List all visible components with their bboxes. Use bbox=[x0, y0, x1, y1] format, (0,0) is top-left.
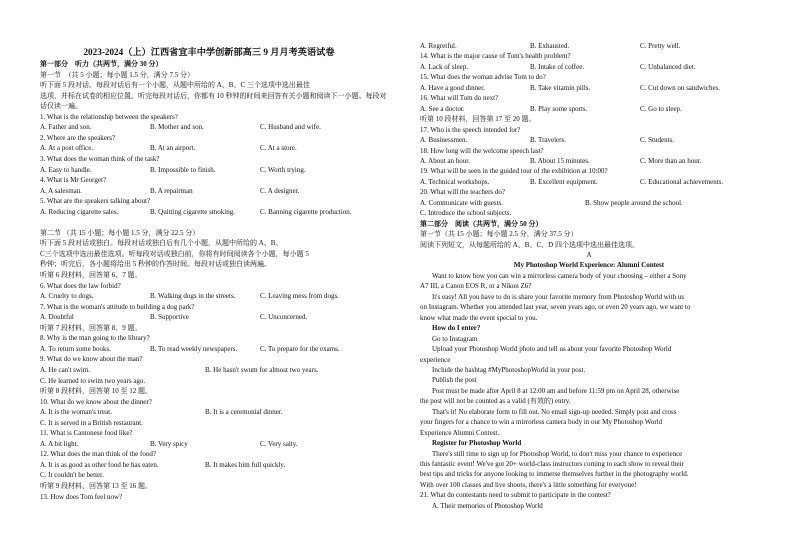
text-line: 听第 7 段材料，回答第 8、9 题。 bbox=[40, 323, 142, 332]
text-line: Want to know how you can win a mirrorless camera body of your choosing – either a Sony bbox=[432, 271, 687, 280]
text-line: Post must be made after April 8 at 12:00 am and before 11:59 pm on April 28, otherwise bbox=[432, 386, 680, 395]
text-line: 听第 10 段材料，回答第 17 至 20 题。 bbox=[420, 115, 536, 124]
text-line: That's it! No elaborate form to fill out. No email sign-up needed. Simply post and cross bbox=[432, 407, 677, 416]
option: A. Father and son. bbox=[40, 123, 92, 132]
text-line: Upload your Photoshop World photo and tell us about your favorite Photoshop World bbox=[432, 345, 672, 354]
text-line: 3. What does the woman think of the task? bbox=[40, 154, 160, 163]
option: A. It is the woman's treat. bbox=[40, 408, 112, 417]
option: C. Very salty. bbox=[260, 439, 298, 448]
text-line: 第一节 （共 5 小题；每小题 1.5 分，满分 7.5 分） bbox=[40, 70, 194, 79]
option: C. Banning cigarette production. bbox=[260, 207, 352, 216]
text-line: A bbox=[586, 251, 592, 259]
option: B. About 15 minutes. bbox=[530, 156, 590, 165]
text-line: C. It couldn't be better. bbox=[40, 471, 104, 480]
option: C. At a store. bbox=[260, 144, 297, 153]
option: B. Walking dogs in the streets. bbox=[150, 292, 236, 301]
option: A. A salesman. bbox=[40, 186, 82, 195]
option: C. Students. bbox=[640, 136, 675, 145]
option: A. Businessmen. bbox=[420, 136, 468, 145]
option: A. To return some books. bbox=[40, 344, 111, 353]
option: B. Supportive bbox=[150, 313, 189, 322]
text-line: 16. What will Tom do next? bbox=[420, 94, 499, 103]
option: B. Exhausted. bbox=[530, 42, 570, 50]
option: B. He hasn't swum for almost two years. bbox=[205, 365, 319, 374]
text-line: best tips and tricks for anyone looking to immerse themselves further in the photography world. bbox=[420, 470, 689, 479]
option: A. Have a good dinner. bbox=[420, 83, 485, 92]
text-line: 话仅读一遍。 bbox=[40, 102, 82, 111]
option: A. Communicate with guests. bbox=[420, 198, 504, 207]
text-line: Go to Instagram bbox=[432, 334, 478, 343]
text-line: Include the hashtag #MyPhotoshopWorld in your post. bbox=[432, 365, 586, 374]
text-line: 听下面 5 段对话或独白。每段对话或独白后有几个小题，从题中所给的 A、B、 bbox=[40, 239, 283, 248]
text-line: 11. What is Cantonese food like? bbox=[40, 429, 133, 438]
text-line: 2. Where are the speakers? bbox=[40, 133, 116, 142]
text-line: your fingers for a chance to win a mirrorless camera body in our My Photoshop World bbox=[420, 418, 663, 427]
option: A. At a post office. bbox=[40, 144, 94, 153]
text-line: the post will not be counted as a valid (有效的) entry. bbox=[420, 397, 571, 406]
option: C. Educational achievements. bbox=[640, 177, 724, 186]
text-line: There's still time to sign up for Photoshop World, to don't miss your chance to experience bbox=[432, 449, 683, 458]
text-line: 听第 8 段材料，回答第 10 至 12 题。 bbox=[40, 387, 152, 396]
text-line: Publish the post bbox=[432, 376, 477, 385]
text-line: 13. How does Tom feel now? bbox=[40, 492, 123, 501]
text-line: 12. What does the man think of the food? bbox=[40, 450, 156, 459]
option: A. A bit light. bbox=[40, 439, 79, 448]
option: A. Easy to handle. bbox=[40, 165, 92, 174]
text-line: C三个选项中选出最佳选项。听每段对话或独白前，你将有时间阅读各个小题，每小题 5 bbox=[40, 249, 309, 258]
text-line: 20. What will the teachers do? bbox=[420, 188, 506, 197]
option: C. A designer. bbox=[260, 186, 300, 195]
option: C. Leaving mess from dogs. bbox=[260, 292, 339, 301]
text-line: 第一节（共 15 小题；每小题 2.5 分，满分 37.5 分） bbox=[420, 230, 578, 239]
option: B. Take vitamin pills. bbox=[530, 83, 591, 92]
option: B. Intake of coffee. bbox=[530, 62, 585, 71]
text-line: 5. What are the speakers talking about? bbox=[40, 197, 151, 206]
text-line: A. Their memories of Photoshop World bbox=[432, 501, 543, 510]
option: B. Mother and son. bbox=[150, 123, 204, 132]
section-heading: 第一部分 听力（共两节，满分 30 分） bbox=[40, 60, 163, 68]
option: A. It is as good as other food he has eaten. bbox=[40, 460, 159, 469]
option: B. Show people around the school. bbox=[585, 198, 683, 207]
text-line: 18. How long will the welcome speech last? bbox=[420, 146, 544, 155]
option: B. At an airport. bbox=[150, 144, 196, 153]
option: A. Reducing cigarette sales. bbox=[40, 207, 119, 216]
option: C. Worth trying. bbox=[260, 165, 306, 174]
option: C. Cut down on sandwiches. bbox=[640, 83, 721, 92]
option: B. Quitting cigarette smoking. bbox=[150, 207, 235, 216]
section-heading: My Photoshop World Experience: Alumni Contest bbox=[513, 261, 665, 270]
option: A. He can't swim. bbox=[40, 365, 91, 374]
text-line: 6. What does the law forbid? bbox=[40, 281, 121, 290]
text-line: 7. What is the woman's attitude to building a dog park? bbox=[40, 302, 195, 311]
text-line: 听第 6 段材料，回答第 6、7 题。 bbox=[40, 271, 142, 279]
option: B. Travelers. bbox=[530, 136, 566, 145]
option: B. Excellent equipment. bbox=[530, 177, 598, 186]
text-line: C. It is served in a British restaurant. bbox=[40, 418, 143, 427]
option: B. A repairman bbox=[150, 186, 193, 195]
option: B. Very spicy bbox=[150, 439, 188, 448]
text-line: 8. Why is the man going to the library? bbox=[40, 334, 150, 343]
option: C. Husband and wife. bbox=[260, 123, 321, 132]
option: A. Technical workshops. bbox=[420, 177, 490, 186]
text-line: A7 III, a Canon EOS R, or a Nikon Z6? bbox=[420, 282, 532, 291]
option: C. Go to sleep. bbox=[640, 104, 682, 113]
text-line: 14. What is the major cause of Tom's health problem? bbox=[420, 52, 571, 61]
text-line: 阅读下列短文，从每题所给的 A、B、C、D 四个选项中选出最佳选项。 bbox=[420, 240, 639, 249]
option: A. See a doctor. bbox=[420, 104, 465, 113]
text-line: 听第 9 段材料，回答第 13 至 16 题。 bbox=[40, 482, 152, 490]
option: A. Doubtful bbox=[40, 313, 74, 322]
text-line: this fantastic event! We've got 20+ world-class instructors coming to each show to reveal their bbox=[420, 460, 684, 468]
text-line: C. Introduce the school subjects. bbox=[420, 209, 512, 218]
text-line: 选项，并标在试卷的相应位置。听完每段对话后，你都有 10 秒钟的时间来回答有关小题和阅读下一小题。每段对 bbox=[40, 91, 387, 100]
option: B. Impossible to finish. bbox=[150, 165, 216, 174]
text-line: 15. What does the woman advise Tom to do? bbox=[420, 73, 546, 82]
text-line: It's easy! All you have to do is share your favorite memory from Photoshop World with us bbox=[432, 292, 685, 301]
text-line: 秒钟；听完后，各小题将给出 5 秒钟的作答时间。每段对话或独白读两遍。 bbox=[40, 260, 271, 269]
option: B. Play some sports. bbox=[530, 104, 588, 113]
section-heading: How do I enter? bbox=[432, 324, 481, 333]
option: B. It is a ceremonial dinner. bbox=[205, 408, 283, 417]
text-line: With over 100 classes and live shoots, there's a little something for everyone! bbox=[420, 480, 637, 489]
text-line: 听下面 5 段对话。每段对话后有一个小题，从题中所给的 A、B、C 三个选项中选出最佳 bbox=[40, 81, 310, 90]
option: C. More than an hour. bbox=[640, 156, 702, 165]
text-line: 1. What is the relationship between the speakers? bbox=[40, 112, 178, 121]
text-line: 17. Who is the speech intended for? bbox=[420, 125, 521, 134]
text-line: 10. What do we know about the dinner? bbox=[40, 397, 152, 406]
option: B. To read weekly newspapers. bbox=[150, 344, 238, 353]
option: C. Unconcerned. bbox=[260, 313, 308, 322]
text-line: know what made the event special to you. bbox=[420, 313, 538, 322]
exam-title: 2023-2024（上）江西省宜丰中学创新部高三 9 月月考英语试卷 bbox=[83, 47, 335, 57]
section-heading: Register for Photoshop World bbox=[432, 439, 522, 448]
option: A. Regretful. bbox=[420, 42, 457, 50]
option: A. About an hour. bbox=[420, 156, 470, 165]
option: C. To prepare for the exams. bbox=[260, 344, 340, 353]
option: B. It makes him full quickly. bbox=[205, 460, 286, 469]
text-line: 21. What do contestants need to submit to participate in the contest? bbox=[420, 491, 611, 500]
text-line: 19. What will be seen in the guided tour of the exhibition at 10:00? bbox=[420, 167, 608, 176]
option: A. Cruelty to dogs. bbox=[40, 292, 94, 301]
option: C. Unbalanced diet. bbox=[640, 62, 696, 71]
text-line: 4. What is Mr Georget? bbox=[40, 176, 107, 185]
option: A. Lack of sleep. bbox=[420, 62, 469, 71]
text-line: experience bbox=[420, 355, 451, 364]
text-line: on Instagram. Whether you attended last year, seven years ago, or even 20 years ago, we want to bbox=[420, 303, 691, 312]
section-heading: 第二部分 阅读（共两节，满分 50 分） bbox=[420, 219, 543, 228]
text-line: 第二节 （共 15 小题；每小题 1.5 分，满分 22.5 分） bbox=[40, 228, 200, 237]
text-line: C. He learned to swim two years ago. bbox=[40, 376, 146, 385]
text-line: 9. What do we know about the man? bbox=[40, 355, 143, 364]
text-line: Experience Alumni Contest. bbox=[420, 428, 500, 437]
option: C. Pretty well. bbox=[640, 42, 681, 50]
